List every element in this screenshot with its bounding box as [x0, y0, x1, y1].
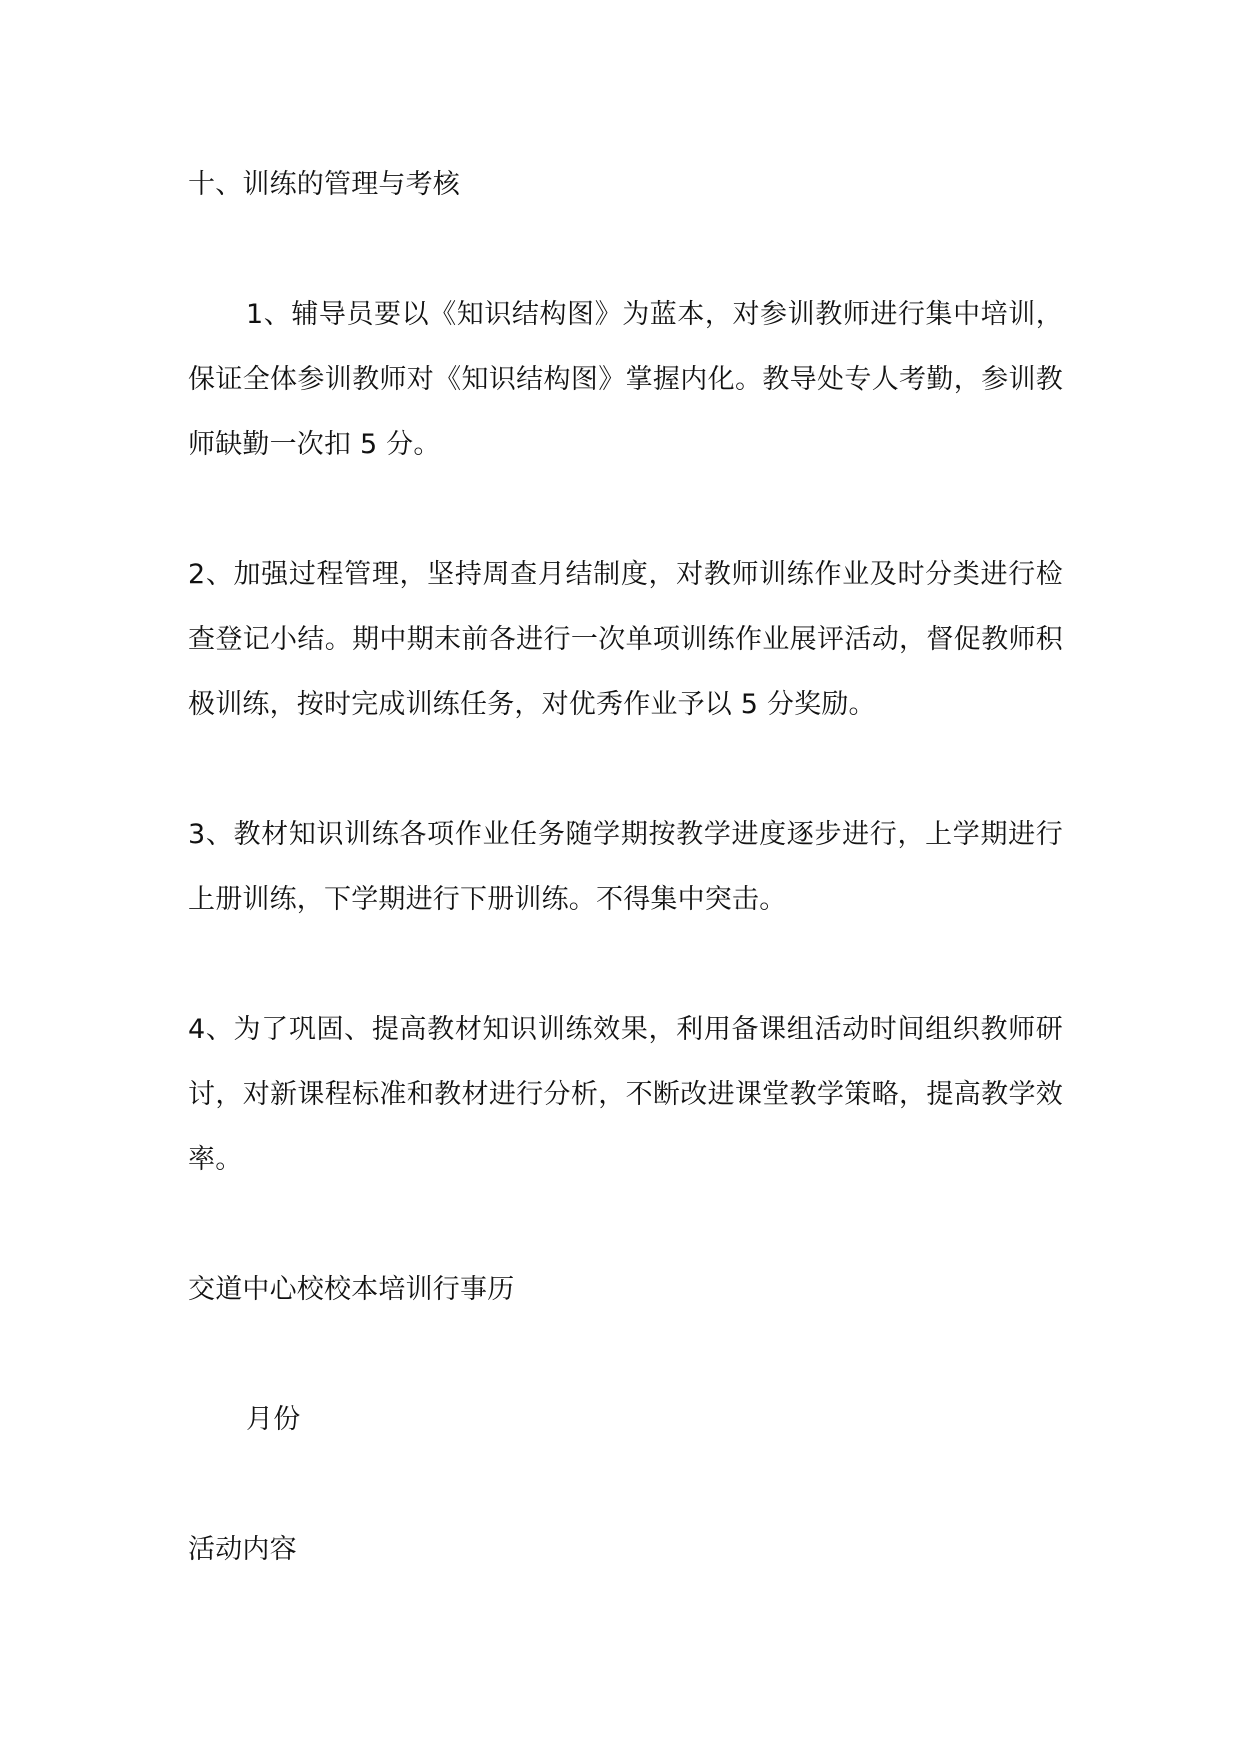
column-month-label: 月份: [246, 1404, 301, 1435]
column-activity-label: 活动内容: [188, 1534, 297, 1565]
section-heading: 十、训练的管理与考核: [188, 169, 460, 200]
item-1-paragraph: 1、辅导员要以《知识结构图》为蓝本，对参训教师进行集中培训，保证全体参训教师对《知识结构图》掌握内化。教导处专人考勤，参训教师缺勤一次扣 5 分。: [188, 299, 1063, 460]
item-2-paragraph: 2、加强过程管理，坚持周查月结制度，对教师训练作业及时分类进行检查登记小结。期中期末前各进行一次单项训练作业展评活动，督促教师积极训练，按时完成训练任务，对优秀作业予以 5 分奖励。: [188, 559, 1063, 720]
item-4-paragraph: 4、为了巩固、提高教材知识训练效果，利用备课组活动时间组织教师研讨，对新课程标准和教材进行分析，不断改进课堂教学策略，提高教学效率。: [188, 1014, 1063, 1175]
document-body: [188, 152, 1063, 1582]
calendar-title: 交道中心校校本培训行事历: [188, 1274, 515, 1305]
item-3-paragraph: 3、教材知识训练各项作业任务随学期按教学进度逐步进行，上学期进行上册训练，下学期进行下册训练。不得集中突击。: [188, 819, 1063, 915]
